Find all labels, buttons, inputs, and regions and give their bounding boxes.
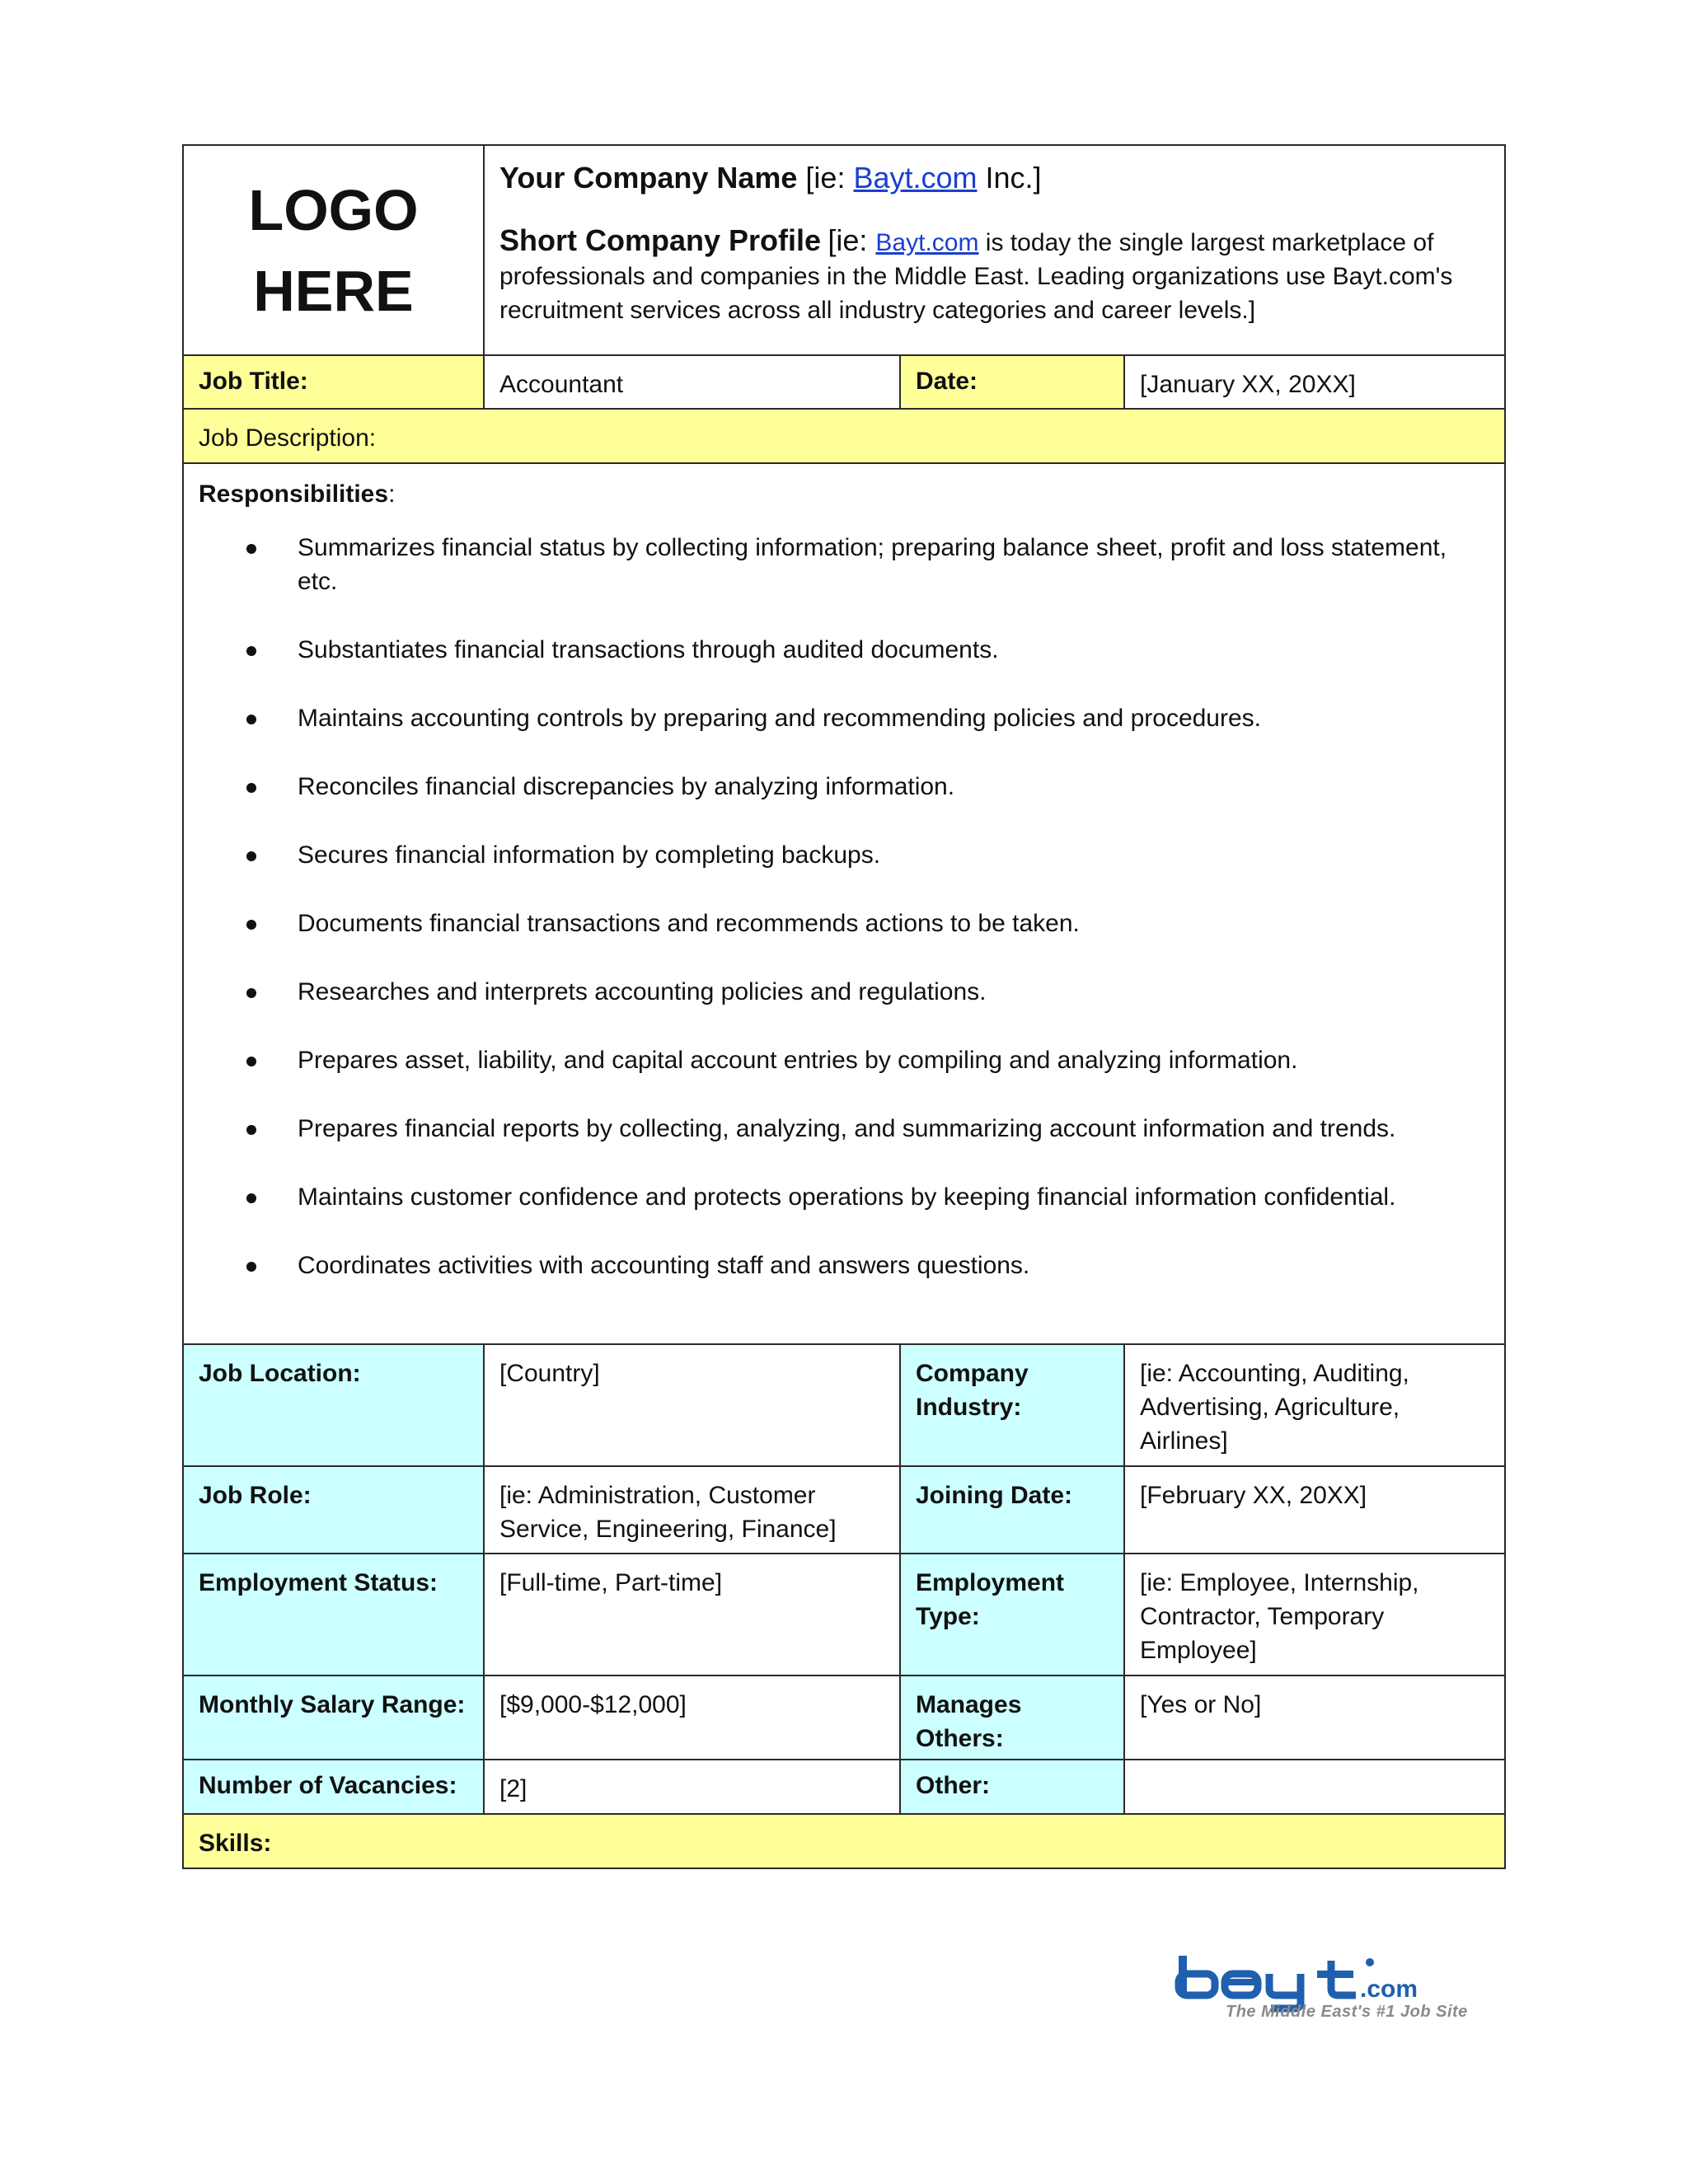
role-row <box>183 1466 1505 1554</box>
list-item-text: Coordinates activities with accounting staff and answers questions. <box>298 1252 1030 1279</box>
job-description-row <box>183 409 1505 463</box>
company-profile <box>499 223 1489 327</box>
list-item-text: Reconciles financial discrepancies by analyzing information. <box>298 773 955 800</box>
salary-range-value: [$9,000-$12,000] <box>484 1675 900 1760</box>
list-item <box>298 1112 1489 1146</box>
employment-type-value: [ie: Employee, Internship, Contractor, Temporary Employee] <box>1124 1554 1505 1675</box>
list-item <box>298 975 1489 1009</box>
logo-placeholder <box>183 145 484 355</box>
company-industry-value: [ie: Accounting, Auditing, Advertising, Agriculture, Airlines] <box>1124 1344 1505 1466</box>
profile-text: is today the single largest marketplace of professionals and companies in the Middle East. Leading organizations use Bayt.com's recruitment services across all industry categories and career levels.] <box>499 229 1453 324</box>
location-row <box>183 1344 1505 1466</box>
status-row <box>183 1554 1505 1675</box>
bullet-icon <box>246 1125 256 1135</box>
profile-label: Short Company Profile <box>499 223 822 257</box>
skills-row <box>183 1814 1505 1868</box>
bayt-logo-suffix: .com <box>1360 1975 1418 2003</box>
responsibilities-row <box>183 463 1505 1344</box>
date-label: Date: <box>900 355 1124 409</box>
other-value <box>1124 1760 1505 1814</box>
bullet-icon <box>246 920 256 930</box>
list-item-text: Summarizes financial status by collecting information; preparing balance sheet, profit and loss statement, etc. <box>298 534 1447 595</box>
employment-status-label: Employment Status: <box>183 1554 484 1675</box>
company-name <box>499 157 1489 199</box>
list-item <box>298 838 1489 872</box>
vacancies-row <box>183 1760 1505 1814</box>
employment-type-label: Employment Type: <box>900 1554 1124 1675</box>
company-info-cell <box>484 145 1505 355</box>
responsibilities-list <box>199 531 1489 1282</box>
bullet-icon <box>246 783 256 793</box>
vacancies-value: [2] <box>484 1760 900 1814</box>
job-title-label: Job Title: <box>183 355 484 409</box>
list-item <box>298 1043 1489 1077</box>
responsibilities-cell <box>183 463 1505 1344</box>
bullet-icon <box>246 715 256 724</box>
responsibilities-colon: : <box>388 480 396 508</box>
job-description-label: Job Description: <box>183 409 1505 463</box>
bullet-icon <box>246 1262 256 1272</box>
job-location-value: [Country] <box>484 1344 900 1466</box>
job-role-value: [ie: Administration, Customer Service, Engineering, Finance] <box>484 1466 900 1554</box>
other-label: Other: <box>900 1760 1124 1814</box>
list-item <box>298 1249 1489 1282</box>
company-name-label: Your Company Name <box>499 161 798 194</box>
skills-label: Skills: <box>183 1814 1505 1868</box>
job-role-label: Job Role: <box>183 1466 484 1554</box>
list-item <box>298 531 1489 598</box>
profile-link[interactable]: Bayt.com <box>875 229 979 256</box>
job-title-value: Accountant <box>484 355 900 409</box>
job-location-label: Job Location: <box>183 1344 484 1466</box>
list-item-text: Maintains accounting controls by preparing and recommending policies and procedures. <box>298 705 1262 732</box>
responsibilities-title <box>199 477 1489 511</box>
list-item-text: Maintains customer confidence and protects operations by keeping financial information confidential. <box>298 1183 1396 1211</box>
list-item <box>298 1180 1489 1214</box>
job-title-row <box>183 355 1505 409</box>
list-item-text: Prepares financial reports by collecting, analyzing, and summarizing account information and trends. <box>298 1115 1396 1142</box>
vacancies-label: Number of Vacancies: <box>183 1760 484 1814</box>
joining-date-value: [February XX, 20XX] <box>1124 1466 1505 1554</box>
responsibilities-heading: Responsibilities <box>199 480 389 508</box>
list-item <box>298 633 1489 667</box>
joining-date-label: Joining Date: <box>900 1466 1124 1554</box>
list-item-text: Researches and interprets accounting policies and regulations. <box>298 978 987 1005</box>
list-item-text: Prepares asset, liability, and capital account entries by compiling and analyzing information. <box>298 1047 1298 1074</box>
header-row <box>183 145 1505 355</box>
bullet-icon <box>246 851 256 861</box>
salary-range-label: Monthly Salary Range: <box>183 1675 484 1760</box>
footer-tagline: The Middle East's #1 Job Site <box>1226 2003 1468 2021</box>
company-link[interactable]: Bayt.com <box>853 161 978 194</box>
bullet-icon <box>246 544 256 554</box>
bullet-icon <box>246 988 256 998</box>
company-name-prefix: [ie: <box>805 161 854 194</box>
manages-others-value: [Yes or No] <box>1124 1675 1505 1760</box>
job-description-form <box>182 144 1506 1869</box>
list-item <box>298 770 1489 804</box>
list-item-text: Substantiates financial transactions through audited documents. <box>298 636 999 663</box>
manages-others-label: Manages Others: <box>900 1675 1124 1760</box>
bullet-icon <box>246 1193 256 1203</box>
profile-prefix: [ie: <box>828 223 876 257</box>
employment-status-value: [Full-time, Part-time] <box>484 1554 900 1675</box>
list-item <box>298 907 1489 940</box>
list-item <box>298 701 1489 735</box>
date-value: [January XX, 20XX] <box>1124 355 1505 409</box>
company-name-suffix: Inc.] <box>977 161 1042 194</box>
bullet-icon <box>246 1057 256 1066</box>
logo-line-2: HERE <box>253 258 414 323</box>
list-item-text: Secures financial information by completing backups. <box>298 841 881 869</box>
logo-line-1: LOGO <box>248 177 419 242</box>
salary-row <box>183 1675 1505 1760</box>
bullet-icon <box>246 646 256 656</box>
list-item-text: Documents financial transactions and recommends actions to be taken. <box>298 910 1080 937</box>
company-industry-label: Company Industry: <box>900 1344 1124 1466</box>
